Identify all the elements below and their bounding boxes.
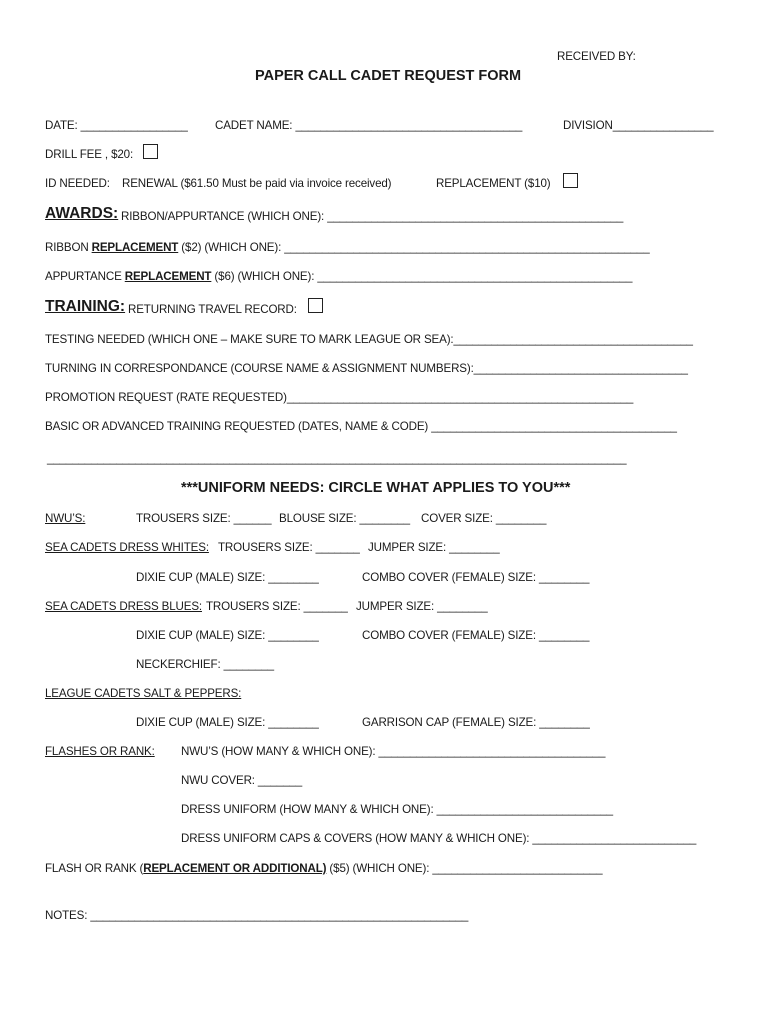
separator-line: ____________________________________________________________________________________________ bbox=[47, 452, 627, 465]
training-heading bbox=[45, 300, 125, 315]
blues-trousers-field[interactable]: TROUSERS SIZE: _______ bbox=[206, 600, 348, 613]
flashes-nwu-cover-field[interactable]: NWU COVER: _______ bbox=[181, 774, 303, 787]
renewal-option: RENEWAL ($61.50 Must be paid via invoice received) bbox=[122, 177, 392, 190]
testing-needed-field[interactable]: TESTING NEEDED (WHICH ONE – MAKE SURE TO MARK LEAGUE OR SEA):______________________________________ bbox=[45, 333, 693, 346]
id-replacement-checkbox[interactable] bbox=[563, 173, 578, 188]
ribbon-suffix: ($2) (WHICH ONE): __________________________________________________________ bbox=[178, 241, 650, 254]
appurtance-suffix: ($6) (WHICH ONE): __________________________________________________ bbox=[211, 270, 633, 283]
basic-advanced-training-field[interactable]: BASIC OR ADVANCED TRAINING REQUESTED (DATES, NAME & CODE) _______________________________________ bbox=[45, 420, 677, 433]
flash-rank-suffix: ($5) (WHICH ONE): ___________________________ bbox=[326, 862, 603, 875]
uniform-needs-heading: ***UNIFORM NEEDS: CIRCLE WHAT APPLIES TO YOU*** bbox=[181, 480, 571, 496]
whites-jumper-field[interactable]: JUMPER SIZE: ________ bbox=[368, 541, 500, 554]
flashes-rank-label: FLASHES OR RANK: bbox=[45, 745, 155, 758]
flashes-dress-uniform-field[interactable]: DRESS UNIFORM (HOW MANY & WHICH ONE): ____________________________ bbox=[181, 803, 613, 816]
form-title: PAPER CALL CADET REQUEST FORM bbox=[255, 68, 522, 84]
ribbon-replacement-field[interactable] bbox=[45, 241, 650, 255]
flashes-dress-caps-field[interactable]: DRESS UNIFORM CAPS & COVERS (HOW MANY & WHICH ONE): __________________________ bbox=[181, 832, 697, 845]
promotion-request-field[interactable]: PROMOTION REQUEST (RATE REQUESTED)_______________________________________________________ bbox=[45, 391, 634, 404]
ribbon-replacement-emphasis: REPLACEMENT bbox=[91, 241, 179, 254]
nwus-cover-field[interactable]: COVER SIZE: ________ bbox=[421, 512, 547, 525]
dress-whites-label: SEA CADETS DRESS WHITES: bbox=[45, 541, 209, 554]
flash-rank-prefix: FLASH OR RANK ( bbox=[45, 862, 144, 875]
id-needed-label: ID NEEDED: bbox=[45, 177, 110, 190]
appurtance-replacement-field[interactable] bbox=[45, 270, 632, 284]
drill-fee-label: DRILL FEE , $20: bbox=[45, 148, 134, 161]
ribbon-appurtance-field[interactable]: RIBBON/APPURTANCE (WHICH ONE): _______________________________________________ bbox=[121, 210, 624, 223]
league-dixie-cup-field[interactable]: DIXIE CUP (MALE) SIZE: ________ bbox=[136, 716, 319, 729]
awards-heading bbox=[45, 207, 118, 222]
correspondance-field[interactable]: TURNING IN CORRESPONDANCE (COURSE NAME & ASSIGNMENT NUMBERS):__________________________________ bbox=[45, 362, 688, 375]
returning-travel-label: RETURNING TRAVEL RECORD: bbox=[128, 303, 297, 316]
flash-rank-emphasis: REPLACEMENT OR ADDITIONAL) bbox=[143, 862, 327, 875]
flashes-nwus-field[interactable]: NWU’S (HOW MANY & WHICH ONE): ____________________________________ bbox=[181, 745, 606, 758]
whites-dixie-cup-field[interactable]: DIXIE CUP (MALE) SIZE: ________ bbox=[136, 571, 319, 584]
whites-combo-cover-field[interactable]: COMBO COVER (FEMALE) SIZE: ________ bbox=[362, 571, 590, 584]
dress-blues-label: SEA CADETS DRESS BLUES: bbox=[45, 600, 202, 613]
notes-field[interactable]: NOTES: ____________________________________________________________ bbox=[45, 909, 469, 922]
blues-dixie-cup-field[interactable]: DIXIE CUP (MALE) SIZE: ________ bbox=[136, 629, 319, 642]
awards-title: AWARDS: bbox=[45, 205, 119, 222]
training-title: TRAINING: bbox=[45, 298, 126, 315]
ribbon-prefix: RIBBON bbox=[45, 241, 92, 254]
date-field[interactable]: DATE: _________________ bbox=[45, 119, 188, 132]
appurtance-replacement-emphasis: REPLACEMENT bbox=[124, 270, 212, 283]
nwus-trousers-field[interactable]: TROUSERS SIZE: ______ bbox=[136, 512, 272, 525]
blues-jumper-field[interactable]: JUMPER SIZE: ________ bbox=[356, 600, 488, 613]
league-salt-peppers-label: LEAGUE CADETS SALT & PEPPERS: bbox=[45, 687, 242, 700]
flash-rank-replacement-field[interactable] bbox=[45, 862, 602, 876]
nwus-blouse-field[interactable]: BLOUSE SIZE: ________ bbox=[279, 512, 410, 525]
neckerchief-field[interactable]: NECKERCHIEF: ________ bbox=[136, 658, 274, 671]
league-garrison-cap-field[interactable]: GARRISON CAP (FEMALE) SIZE: ________ bbox=[362, 716, 590, 729]
nwus-label: NWU’S: bbox=[45, 512, 86, 525]
replacement-option: REPLACEMENT ($10) bbox=[436, 177, 551, 190]
blues-combo-cover-field[interactable]: COMBO COVER (FEMALE) SIZE: ________ bbox=[362, 629, 590, 642]
appurtance-prefix: APPURTANCE bbox=[45, 270, 125, 283]
cadet-name-field[interactable]: CADET NAME: ____________________________________ bbox=[215, 119, 523, 132]
division-field[interactable]: DIVISION________________ bbox=[563, 119, 714, 132]
drill-fee-checkbox[interactable] bbox=[143, 144, 158, 159]
received-by-label: RECEIVED BY: bbox=[557, 50, 636, 63]
whites-trousers-field[interactable]: TROUSERS SIZE: _______ bbox=[218, 541, 360, 554]
returning-travel-checkbox[interactable] bbox=[308, 298, 323, 313]
